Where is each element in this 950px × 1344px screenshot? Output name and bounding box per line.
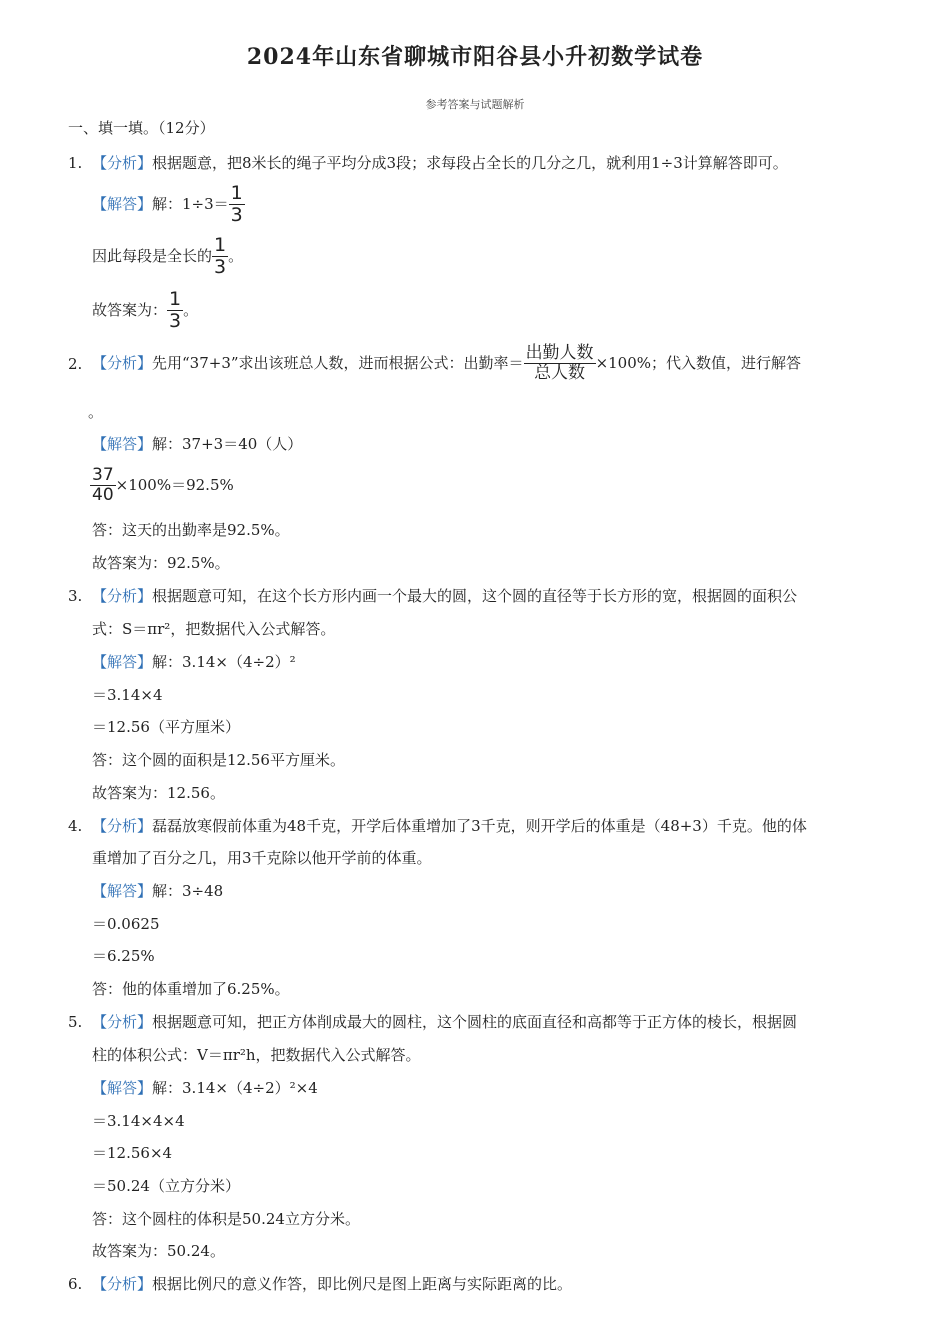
q2-formula-numerator: 出勤人数: [525, 342, 594, 363]
q4-step-2: ＝6.25%: [92, 947, 155, 965]
q4-solution: [92, 881, 223, 901]
q2-analysis: [92, 340, 801, 386]
q4-step-1: ＝0.0625: [92, 915, 160, 933]
q2-solution-text: 解：37+3＝40（人）: [152, 435, 303, 453]
q3-solution-text: 解：3.14×（4÷2）²: [152, 653, 296, 671]
q5-number: 5.: [68, 1013, 83, 1031]
q2-step-fraction: [90, 464, 116, 505]
q1-conclusion: [92, 233, 244, 278]
q4-analysis-cont: 重增加了百分之几，用3千克除以他开学前的体重。: [92, 849, 432, 867]
q5-step-2: ＝12.56×4: [92, 1144, 173, 1162]
q3-analysis-cont: 式：S＝πr²，把数据代入公式解答。: [92, 620, 336, 638]
q2-formula-fraction: [524, 342, 596, 383]
analysis-tag: 【分析】: [92, 1013, 153, 1031]
q2-step-text: ×100%＝92.5%: [115, 476, 234, 494]
analysis-tag: 【分析】: [92, 817, 153, 835]
q5-answer: 故答案为：50.24。: [92, 1242, 225, 1260]
q3-number: 3.: [68, 587, 83, 605]
q3-reply: 答：这个圆的面积是12.56平方厘米。: [92, 751, 345, 769]
q1-analysis-text: 根据题意，把8米长的绳子平均分成3段；求每段占全长的几分之几，就利用1÷3计算解答即可。: [152, 154, 788, 172]
q2-step-denominator: 40: [92, 484, 114, 505]
q1-answer-end: 。: [183, 301, 199, 319]
q1-solution: [92, 181, 245, 226]
q1-answer-fraction: [167, 287, 183, 332]
q1-conclusion-denominator: 3: [214, 255, 227, 278]
q6-number: 6.: [68, 1275, 83, 1293]
q2-step: [90, 464, 234, 506]
q2-step-numerator: 37: [92, 464, 114, 485]
q1-conclusion-end: 。: [228, 247, 244, 265]
q4-analysis-text: 磊磊放寒假前体重为48千克，开学后体重增加了3千克，则开学后的体重是（48+3）千克。他的体: [152, 817, 807, 835]
q1-answer-denominator: 3: [169, 309, 182, 332]
q2-formula-denominator: 总人数: [534, 362, 586, 383]
document-subtitle: 参考答案与试题解析: [425, 98, 525, 111]
q5-analysis-cont: 柱的体积公式：V＝πr²h，把数据代入公式解答。: [92, 1046, 421, 1064]
q3-analysis: [92, 586, 797, 606]
q2-reply: 答：这天的出勤率是92.5%。: [92, 521, 290, 539]
q2-answer: 故答案为：92.5%。: [92, 554, 230, 572]
answer-tag: 【解答】: [92, 195, 153, 213]
q4-number: 4.: [68, 817, 83, 835]
answer-tag: 【解答】: [92, 435, 153, 453]
analysis-tag: 【分析】: [92, 154, 153, 172]
q5-reply: 答：这个圆柱的体积是50.24立方分米。: [92, 1210, 360, 1228]
q1-fraction-numerator: 1: [230, 181, 243, 204]
q5-step-1: ＝3.14×4×4: [92, 1112, 185, 1130]
q3-answer: 故答案为：12.56。: [92, 784, 225, 802]
q1-conclusion-numerator: 1: [214, 233, 227, 256]
answer-tag: 【解答】: [92, 653, 153, 671]
q3-solution: [92, 652, 296, 672]
analysis-tag: 【分析】: [92, 587, 153, 605]
q3-step-1: ＝3.14×4: [92, 686, 163, 704]
q1-analysis: [92, 153, 788, 173]
analysis-tag: 【分析】: [92, 354, 153, 372]
q2-analysis-text-2: ×100%；代入数值，进行解答: [595, 354, 802, 372]
answer-tag: 【解答】: [92, 882, 153, 900]
analysis-tag: 【分析】: [92, 1275, 153, 1293]
q5-step-3: ＝50.24（立方分米）: [92, 1177, 240, 1195]
q1-answer-text: 故答案为：: [92, 301, 168, 319]
q2-number: 2.: [68, 355, 83, 373]
q1-conclusion-text: 因此每段是全长的: [92, 247, 213, 265]
section-heading: 一、填一填。（12分）: [68, 119, 215, 137]
q1-answer: [92, 287, 199, 332]
q1-fraction-denominator: 3: [230, 203, 243, 226]
q4-solution-text: 解：3÷48: [152, 882, 224, 900]
q2-solution: [92, 434, 302, 454]
q6-analysis-text: 根据比例尺的意义作答，即比例尺是图上距离与实际距离的比。: [152, 1275, 573, 1293]
q3-step-2: ＝12.56（平方厘米）: [92, 718, 240, 736]
q1-answer-numerator: 1: [169, 287, 182, 310]
q4-analysis: [92, 816, 807, 836]
answer-tag: 【解答】: [92, 1079, 153, 1097]
q5-solution-text: 解：3.14×（4÷2）²×4: [152, 1079, 318, 1097]
q5-analysis-text: 根据题意可知，把正方体削成最大的圆柱，这个圆柱的底面直径和高都等于正方体的棱长，根据圆: [152, 1013, 798, 1031]
q6-analysis: [92, 1274, 572, 1294]
q1-fraction: [229, 181, 245, 226]
q3-analysis-text: 根据题意可知，在这个长方形内画一个最大的圆，这个圆的直径等于长方形的宽，根据圆的面积公: [152, 587, 798, 605]
document-title: 2024年山东省聊城市阳谷县小升初数学试卷: [246, 44, 704, 70]
q2-analysis-text: 先用“37+3”求出该班总人数，进而根据公式：出勤率＝: [152, 354, 524, 372]
q1-conclusion-fraction: [212, 233, 228, 278]
q2-analysis-end: 。: [88, 403, 104, 421]
q4-reply: 答：他的体重增加了6.25%。: [92, 980, 290, 998]
q5-analysis: [92, 1012, 797, 1032]
q1-number: 1.: [68, 154, 83, 172]
q5-solution: [92, 1078, 318, 1098]
q1-solution-text: 解：1÷3＝: [152, 195, 229, 213]
